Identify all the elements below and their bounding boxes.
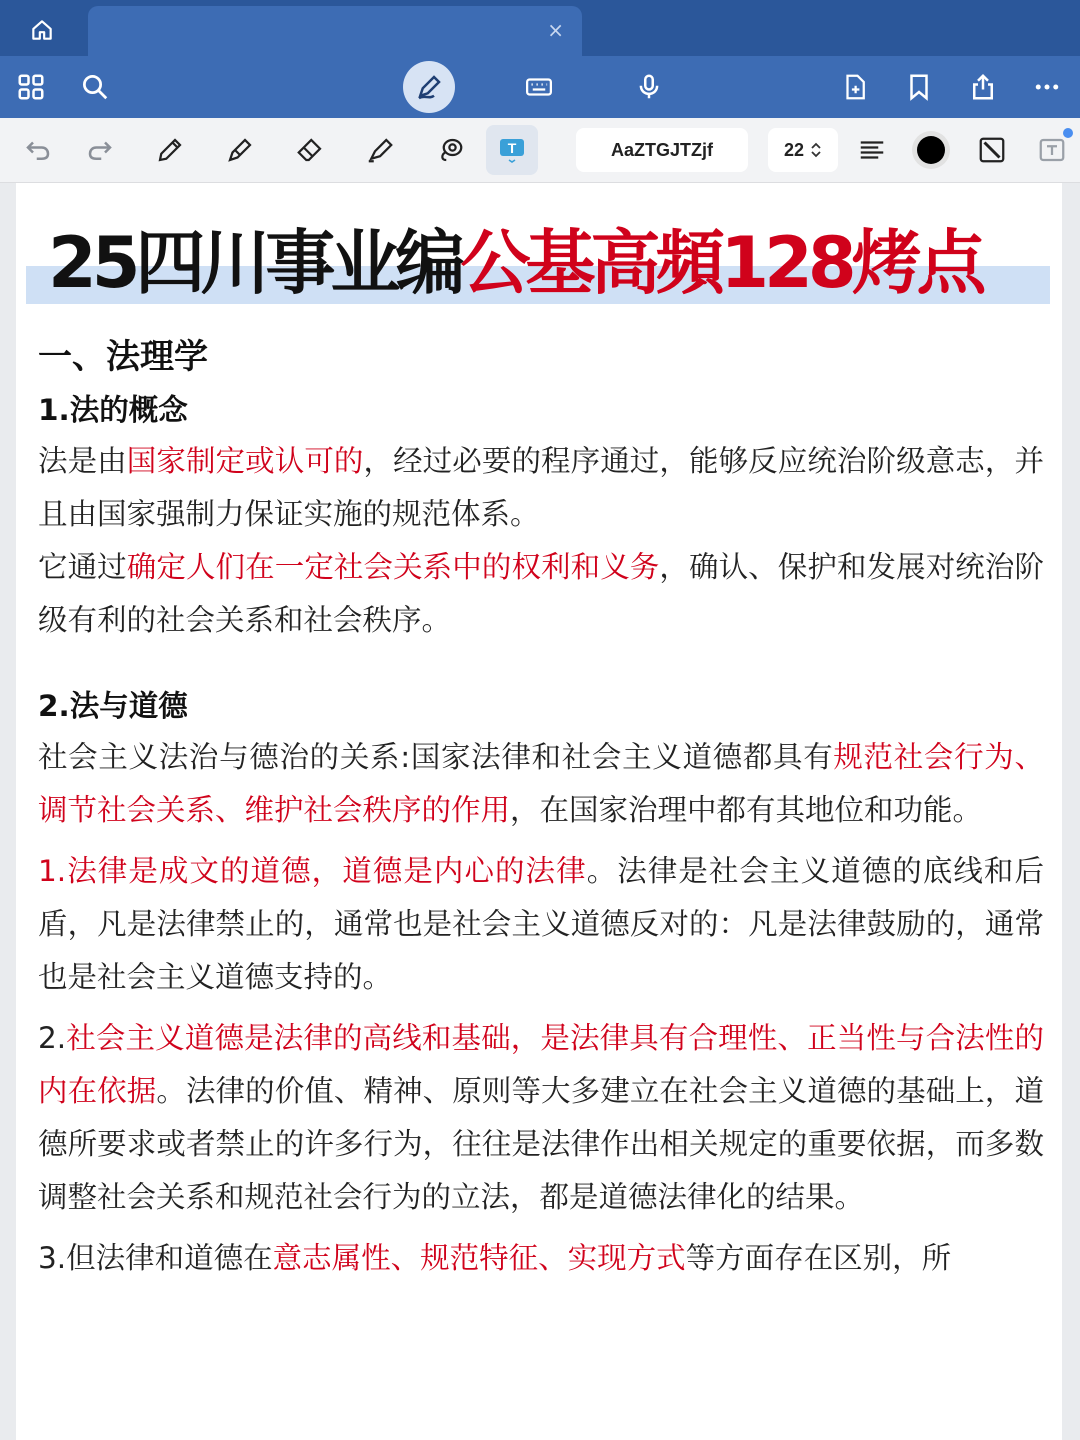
bookmark-icon [904,72,934,102]
apps-grid-button[interactable] [10,66,52,108]
microphone-icon [634,72,664,102]
document-tab[interactable] [88,6,582,56]
eraser-tool[interactable] [290,130,330,170]
keyboard-button[interactable] [518,66,560,108]
text-tool-icon [497,135,527,165]
text-span: 3.但法律和道德在 [38,1241,273,1275]
lasso-icon [435,135,465,165]
chevron-updown-icon [810,141,822,159]
page-title [26,223,1050,303]
home-button[interactable] [22,14,62,46]
paragraph [38,1232,1044,1285]
text-span: 法是由 [38,444,127,478]
shape-button[interactable] [972,130,1012,170]
color-swatch-icon [917,136,945,164]
paragraph [38,435,1044,541]
red-text-span: 社会主义道德是法律的高线和基础，是法律具有合理性、正当性与合法性的内在依据 [38,1021,1044,1108]
pen-tool[interactable] [220,130,260,170]
font-selector[interactable]: AaZTGJTZjf [576,128,748,172]
red-text-span: 国家制定或认可的 [126,444,364,478]
text-tool[interactable] [486,125,538,175]
add-page-button[interactable] [834,66,876,108]
paragraph [38,845,1044,1004]
red-text-span: 1.法律是成文的道德，道德是内心的法律 [38,854,587,888]
tab-close-icon[interactable]: × [547,18,564,42]
text-span: 它通过 [38,550,127,584]
color-swatch-button[interactable] [912,131,950,169]
main-toolbar [0,56,1080,118]
lasso-tool[interactable] [430,130,470,170]
subheading-concept: 1.法的概念 [38,393,188,427]
paragraph [38,1012,1044,1224]
tab-bar [0,0,1080,56]
section-heading: 一、法理学 [38,337,208,377]
search-icon [80,72,110,102]
title-black-text: 25四川事业编 [48,222,461,304]
redo-icon [85,135,115,165]
font-size-selector[interactable] [768,128,838,172]
text-span: 2. [38,1021,67,1055]
text-span: 社会主义法治与德治的关系:国家法律和社会主义道德都具有 [38,740,834,774]
text-span: ，经过必要的程序通过，能够反应统治阶级意志，并且由国家强制力保证实施的规范体系。 [38,444,1044,531]
bookmark-button[interactable] [898,66,940,108]
undo-button[interactable] [18,130,58,170]
eraser-icon [295,135,325,165]
text-span: 。法律是社会主义道德的底线和后盾，凡是法律禁止的，通常也是社会主义道德反对的：凡是法律鼓励的，通常也是社会主义道德支持的。 [38,854,1044,994]
pencil-icon [155,135,185,165]
redo-button[interactable] [80,130,120,170]
textbox-icon [1037,135,1067,165]
home-icon [29,17,55,43]
share-button[interactable] [962,66,1004,108]
pen-icon [414,72,444,102]
pencil-tool[interactable] [150,130,190,170]
align-button[interactable] [852,130,892,170]
highlighter-tool[interactable] [360,130,400,170]
text-span: ，在国家治理中都有其地位和功能。 [510,793,983,827]
document-content [38,335,1044,1285]
align-icon [857,135,887,165]
notification-dot [1063,128,1073,138]
red-text-span: 确定人们在一定社会关系中的权利和义务 [126,550,660,584]
text-span: 。法律的价值、精神、原则等大多建立在社会主义道德的基础上，道德所要求或者禁止的许多行为，往往是法律作出相关规定的重要依据，而多数调整社会关系和规范社会行为的立法，都是道德法律化的结果。 [38,1074,1044,1214]
highlighter-icon [365,135,395,165]
subheading-law-morality: 2.法与道德 [38,689,188,723]
font-size-value: 22 [783,139,805,160]
title-red-text: 公基高頻128烤点 [460,222,982,304]
add-page-icon [840,72,870,102]
red-text-span: 意志属性、规范特征、实现方式 [272,1241,686,1275]
draw-mode-button[interactable] [403,61,455,113]
keyboard-icon [524,72,554,102]
more-icon [1032,72,1062,102]
paragraph [38,731,1044,837]
microphone-button[interactable] [628,66,670,108]
share-icon [968,72,998,102]
undo-icon [23,135,53,165]
text-span: 等方面存在区别，所 [685,1241,952,1275]
more-button[interactable] [1026,66,1068,108]
paragraph [38,541,1044,647]
text-tool-glyph: T [507,140,517,156]
apps-grid-icon [16,72,46,102]
shape-icon [977,135,1007,165]
pen-tool-icon [225,135,255,165]
red-text-span: 规范社会行为、调节社会关系、维护社会秩序的作用 [38,740,1044,827]
search-button[interactable] [74,66,116,108]
document-page [16,183,1062,1440]
text-span: ，确认、保护和发展对统治阶级有利的社会关系和社会秩序。 [38,550,1044,637]
